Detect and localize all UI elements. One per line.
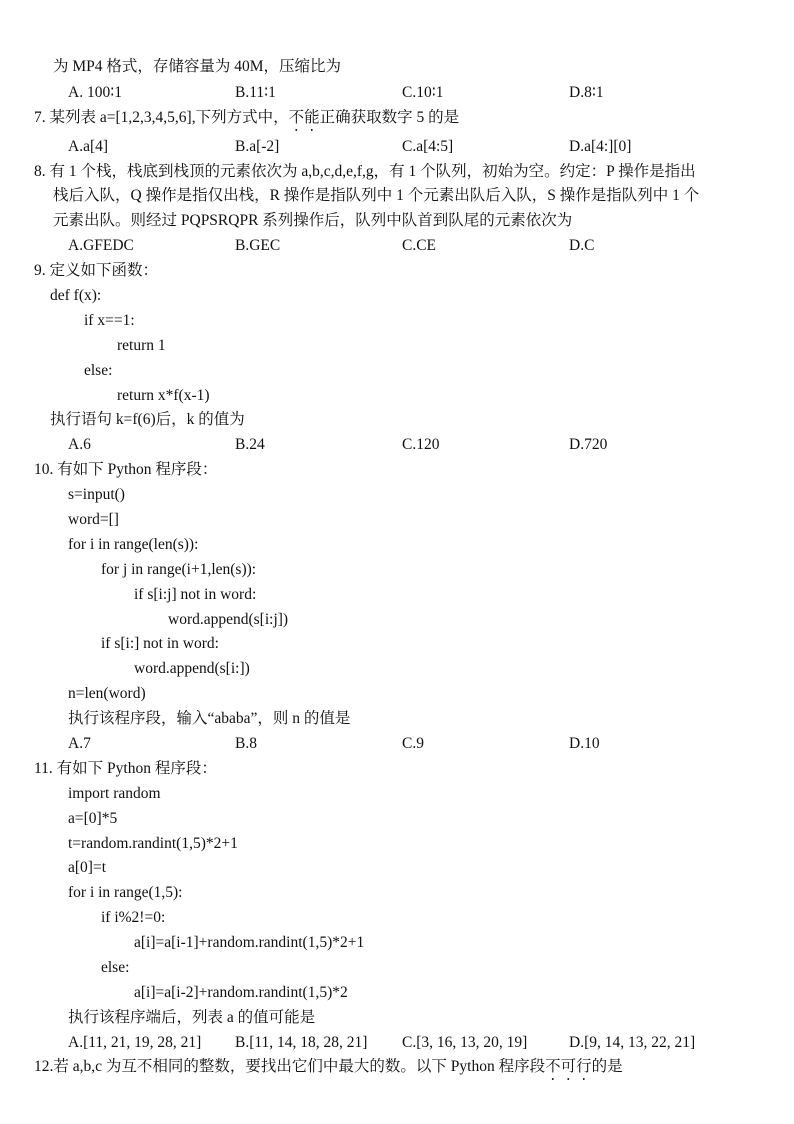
q7-stem-post: 正确获取数字 5 的是 xyxy=(319,109,460,126)
q6-option-b: B.11∶1 xyxy=(235,84,276,101)
q7-option-a: A.a[4] xyxy=(68,138,109,155)
q6-stem-tail: 为 MP4 格式，存储容量为 40M，压缩比为 xyxy=(53,58,342,75)
q10-code-line-5: if s[i:j] not in word: xyxy=(134,586,257,603)
q9-code-line-5: return x*f(x-1) xyxy=(117,387,210,404)
q7-stem-pre: 7. 某列表 a=[1,2,3,4,5,6],下列方式中， xyxy=(34,109,289,126)
q11-code-line-5: for i in range(1,5): xyxy=(68,884,183,901)
q10-code-line-2: word=[] xyxy=(68,511,119,528)
q9-option-c: C.120 xyxy=(402,436,440,453)
q11-stem: 11. 有如下 Python 程序段： xyxy=(34,760,217,777)
q8-stem-line-3: 元素出队。则经过 PQPSRQPR 系列操作后，队列中队首到队尾的元素依次为 xyxy=(53,212,573,229)
q12-stem-post: 的是 xyxy=(591,1058,623,1075)
q9-code-line-4: else: xyxy=(84,362,113,379)
q10-code-line-3: for i in range(len(s)): xyxy=(68,536,199,553)
q11-option-d: D.[9, 14, 13, 22, 21] xyxy=(569,1034,696,1051)
q9-option-d: D.720 xyxy=(569,436,608,453)
q8-stem-line-1: 8. 有 1 个栈，栈底到栈顶的元素依次为 a,b,c,d,e,f,g，有 1 个队列，初始为空。约定：P 操作是指出 xyxy=(34,163,696,180)
q12-stem xyxy=(34,1057,623,1084)
q10-question: 执行该程序段，输入“ababa”，则 n 的值是 xyxy=(68,710,351,727)
q9-stem: 9. 定义如下函数： xyxy=(34,262,159,279)
q11-code-line-1: import random xyxy=(68,785,161,802)
q12-stem-pre: 12.若 a,b,c 为互不相同的整数，要找出它们中最大的数。以下 Python 程序段 xyxy=(34,1058,546,1075)
q6-option-d: D.8∶1 xyxy=(569,84,604,101)
q12-stem-emphasis: 不可行 xyxy=(545,1058,592,1075)
q7-option-c: C.a[4:5] xyxy=(402,138,454,155)
q8-stem-line-2: 栈后入队，Q 操作是指仅出栈，R 操作是指队列中 1 个元素出队后入队，S 操作是指队列中 1 个 xyxy=(53,187,700,204)
q7-option-d: D.a[4:][0] xyxy=(569,138,632,155)
q8-option-a: A.GFEDC xyxy=(68,237,134,254)
q11-code-line-6: if i%2!=0: xyxy=(101,909,166,926)
q10-code-line-9: n=len(word) xyxy=(68,685,146,702)
q8-option-b: B.GEC xyxy=(235,237,281,254)
q8-option-d: D.C xyxy=(569,237,595,254)
q10-code-line-6: word.append(s[i:j]) xyxy=(168,611,289,628)
q11-code-line-2: a=[0]*5 xyxy=(68,810,118,827)
q10-option-d: D.10 xyxy=(569,735,600,752)
q11-option-c: C.[3, 16, 13, 20, 19] xyxy=(402,1034,528,1051)
q6-option-c: C.10∶1 xyxy=(402,84,444,101)
q11-code-line-8: else: xyxy=(101,959,130,976)
q7-stem xyxy=(34,108,459,135)
q10-stem: 10. 有如下 Python 程序段： xyxy=(34,461,218,478)
q11-question: 执行该程序端后，列表 a 的值可能是 xyxy=(68,1009,316,1026)
q11-option-a: A.[11, 21, 19, 28, 21] xyxy=(68,1034,202,1051)
q9-code-line-3: return 1 xyxy=(117,337,166,354)
q11-code-line-9: a[i]=a[i-2]+random.randint(1,5)*2 xyxy=(134,984,348,1001)
q11-code-line-3: t=random.randint(1,5)*2+1 xyxy=(68,835,238,852)
q11-code-line-7: a[i]=a[i-1]+random.randint(1,5)*2+1 xyxy=(134,934,365,951)
q9-option-a: A.6 xyxy=(68,436,91,453)
q11-option-b: B.[11, 14, 18, 28, 21] xyxy=(235,1034,368,1051)
q10-option-b: B.8 xyxy=(235,735,257,752)
q7-option-b: B.a[-2] xyxy=(235,138,280,155)
q10-option-a: A.7 xyxy=(68,735,91,752)
q10-code-line-4: for j in range(i+1,len(s)): xyxy=(101,561,257,578)
q10-code-line-7: if s[i:] not in word: xyxy=(101,635,219,652)
q11-code-line-4: a[0]=t xyxy=(68,859,107,876)
q9-option-b: B.24 xyxy=(235,436,265,453)
q8-option-c: C.CE xyxy=(402,237,437,254)
q10-code-line-8: word.append(s[i:]) xyxy=(134,660,250,677)
q10-option-c: C.9 xyxy=(402,735,424,752)
q9-code-line-2: if x==1: xyxy=(84,312,135,329)
q9-question: 执行语句 k=f(6)后，k 的值为 xyxy=(50,411,245,428)
q9-code-line-1: def f(x): xyxy=(50,287,102,304)
q7-stem-emphasis: 不能 xyxy=(288,109,320,126)
q10-code-line-1: s=input() xyxy=(68,486,125,503)
q6-option-a: A. 100∶1 xyxy=(68,84,122,101)
